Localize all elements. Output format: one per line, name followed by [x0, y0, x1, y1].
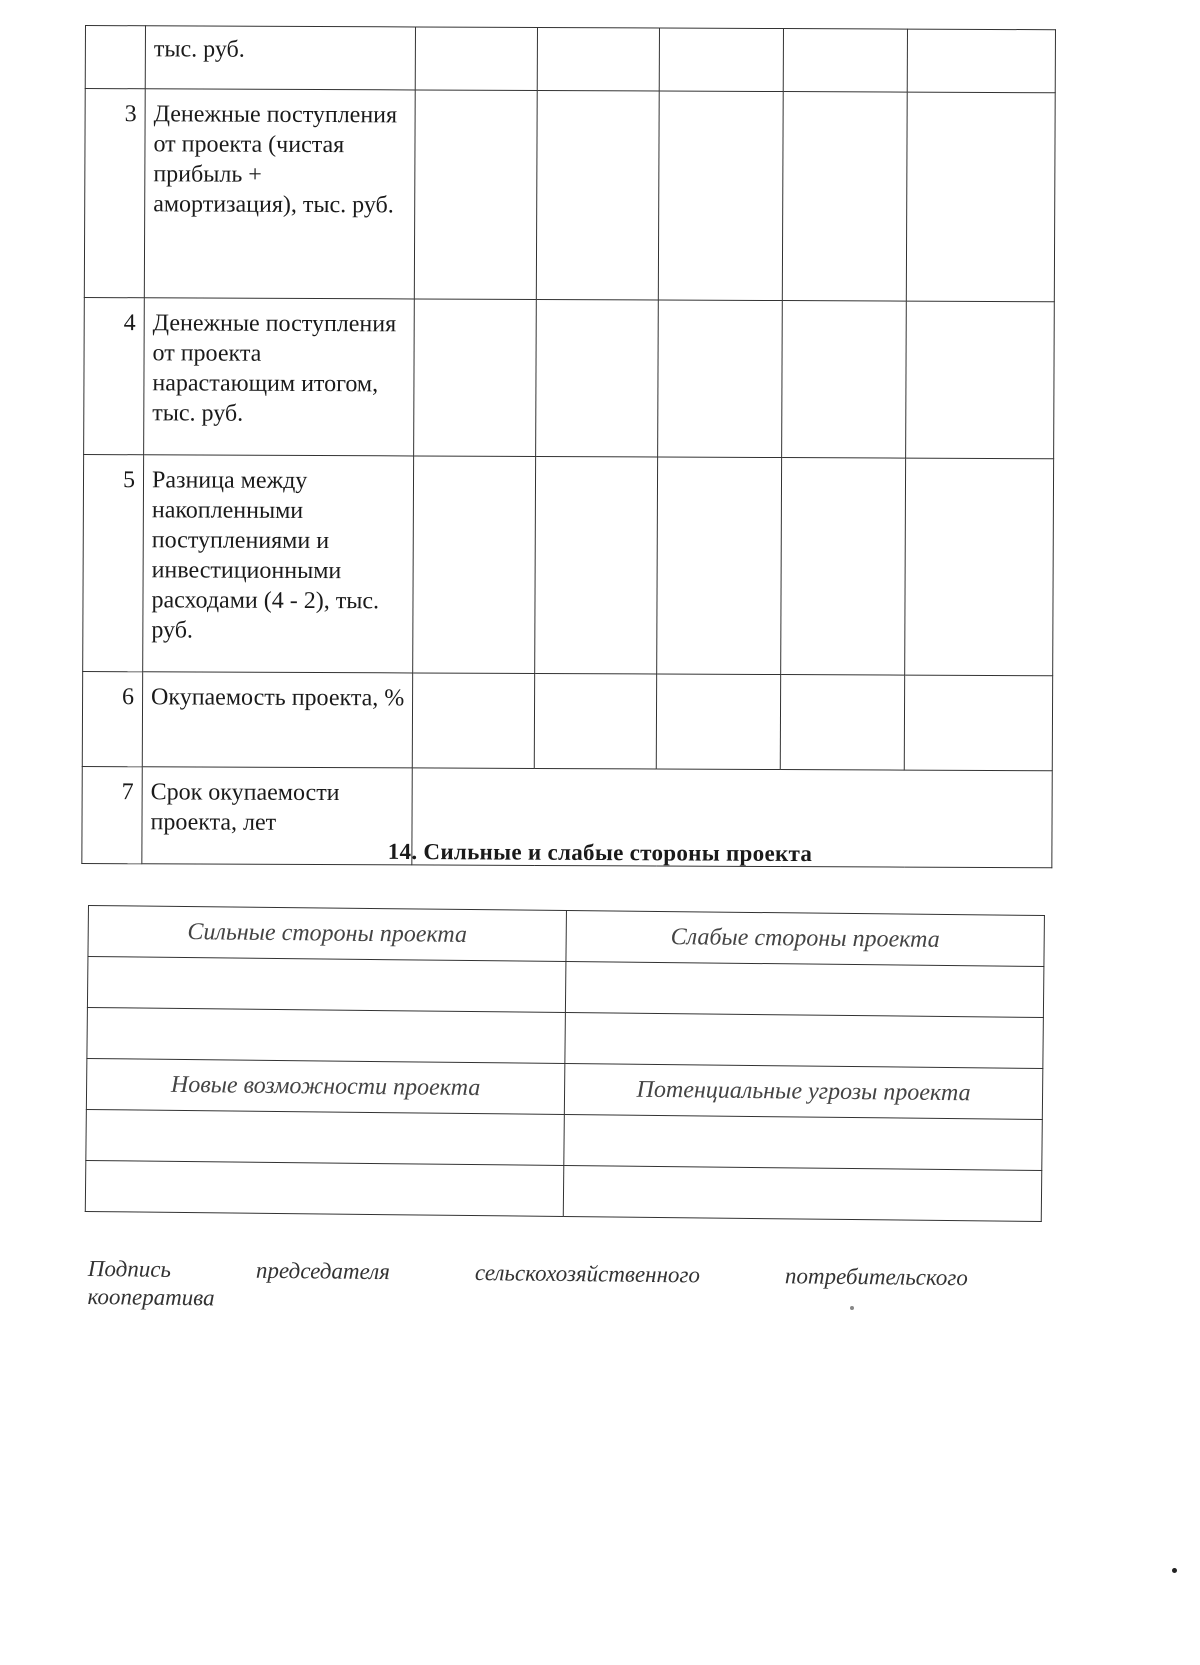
row-number [85, 26, 145, 89]
empty-cell [782, 301, 907, 459]
empty-cell [85, 1160, 564, 1216]
empty-cell [658, 91, 783, 301]
empty-cell [781, 458, 906, 676]
opportunities-header: Новые возможности проекта [86, 1058, 565, 1114]
empty-cell [412, 673, 534, 769]
empty-cell [536, 90, 659, 300]
empty-cell [415, 27, 537, 91]
empty-cell [906, 92, 1055, 302]
row-label: Окупаемость проекта, % [142, 672, 412, 768]
empty-cell [907, 29, 1055, 93]
signature-word: Подпись [87, 1256, 172, 1282]
empty-cell [783, 29, 907, 93]
empty-cell [904, 675, 1052, 771]
table-row [83, 454, 1054, 675]
empty-cell [563, 1165, 1042, 1221]
row-number: 6 [82, 671, 142, 766]
empty-cell [658, 300, 783, 458]
scan-speck [1172, 1568, 1177, 1573]
empty-cell [86, 1109, 565, 1165]
strengths-header: Сильные стороны проекта [88, 906, 567, 962]
empty-cell [534, 673, 656, 769]
signature-word: председателя [255, 1257, 391, 1285]
empty-cell [656, 674, 780, 770]
weaknesses-header: Слабые стороны проекта [566, 911, 1045, 967]
row-number: 7 [82, 766, 142, 863]
signature-caption [87, 1255, 968, 1320]
empty-cell [87, 957, 566, 1013]
row-label: Разница между накопленными поступлениями и инвестиционными расходами (4 - 2), тыс. руб. [143, 455, 414, 673]
row-label: Срок окупаемости проекта, лет [142, 767, 412, 865]
empty-cell [565, 1013, 1044, 1069]
row-number: 5 [83, 454, 144, 671]
table-row [84, 89, 1055, 302]
empty-cell [414, 299, 537, 457]
row-number: 4 [84, 297, 145, 454]
empty-cell [87, 1007, 566, 1063]
financial-indicators-table [81, 25, 1056, 868]
empty-cell [537, 27, 659, 91]
row-label: Денежные поступления от проекта нарастающим итогом, тыс. руб. [144, 298, 415, 456]
row-number: 3 [84, 89, 145, 298]
empty-cell [413, 456, 536, 674]
signature-word: потребительского [784, 1263, 968, 1291]
threats-header: Потенциальные угрозы проекта [564, 1064, 1043, 1120]
swot-table [85, 905, 1045, 1222]
empty-cell [414, 90, 537, 300]
empty-cell [905, 458, 1054, 676]
empty-cell [564, 1114, 1043, 1170]
empty-cell [536, 299, 659, 457]
section-title: 14. Сильные и слабые стороны проекта [387, 838, 813, 867]
signature-word: сельскохозяйственного [474, 1260, 701, 1288]
table-row [82, 671, 1052, 770]
empty-cell [782, 92, 907, 302]
empty-cell [535, 456, 658, 674]
table-row [85, 26, 1055, 93]
empty-cell [780, 675, 904, 771]
table-row [85, 1160, 1041, 1221]
empty-cell [657, 457, 782, 675]
table-row [84, 297, 1055, 458]
row-label: тыс. руб. [145, 26, 415, 90]
row-label: Денежные поступления от проекта (чистая прибыль + амортизация), тыс. руб. [144, 89, 415, 299]
signature-line-2: кооператива [87, 1283, 215, 1311]
empty-cell [659, 28, 783, 92]
empty-cell [565, 962, 1044, 1018]
empty-cell [906, 301, 1055, 459]
scan-speck [850, 1306, 854, 1310]
